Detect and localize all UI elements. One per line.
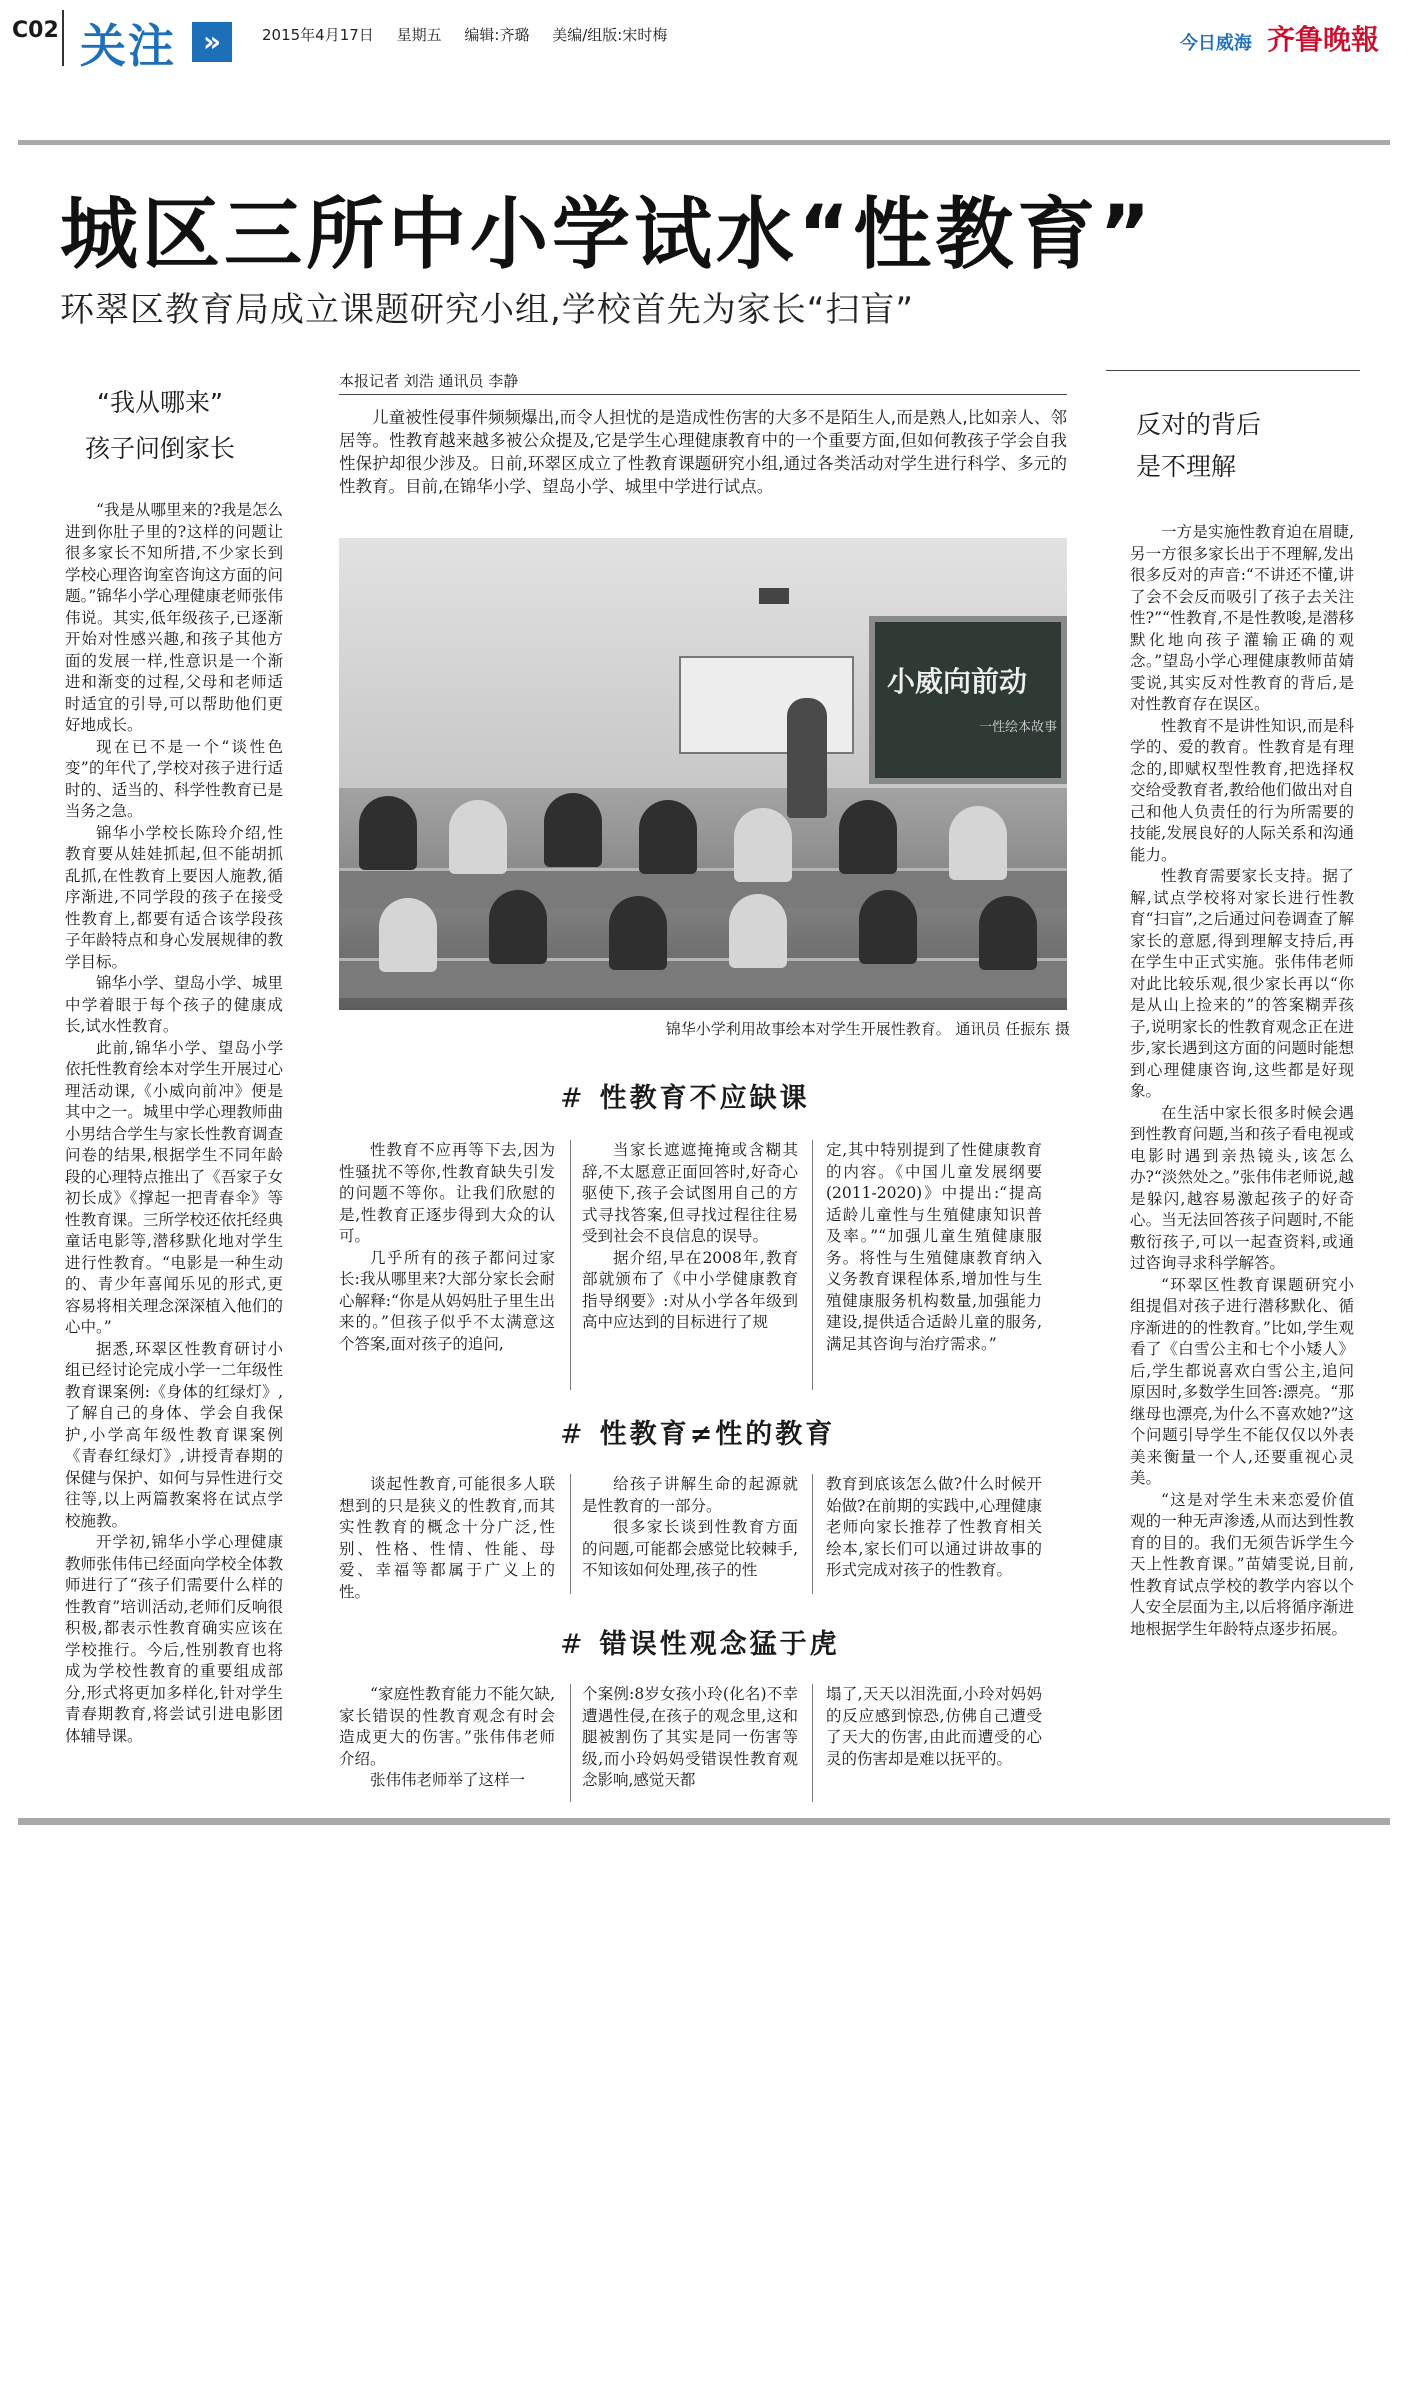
section-3-col-1 xyxy=(339,1684,555,1792)
paragraph: “家庭性教育能力不能欠缺,家长错误的性教育观念有时会造成更大的伤害。”张伟伟老师介绍。 xyxy=(339,1685,555,1768)
section-1-col-2 xyxy=(582,1140,798,1334)
hash-icon: # xyxy=(560,1083,586,1114)
right-column-rule xyxy=(1106,370,1360,371)
newspaper-brand xyxy=(1180,18,1379,58)
photo-student xyxy=(979,896,1037,970)
byline-rule xyxy=(339,394,1067,395)
hash-icon: # xyxy=(560,1419,586,1450)
issue-meta xyxy=(262,24,685,45)
classroom-photo xyxy=(339,538,1067,1010)
right-heading-line1: 反对的背后 xyxy=(1136,410,1262,439)
left-heading-line2: 孩子问倒家长 xyxy=(84,434,235,463)
section-heading-3 xyxy=(560,1622,840,1661)
byline: 本报记者 刘浩 通讯员 李静 xyxy=(339,372,519,390)
subheadline: 环翠区教育局成立课题研究小组,学校首先为家长“扫盲” xyxy=(60,290,915,330)
column-rule xyxy=(570,1140,571,1390)
photo-student xyxy=(609,896,667,970)
paragraph: 给孩子讲解生命的起源就是性教育的一部分。 xyxy=(582,1475,798,1515)
column-rule xyxy=(812,1140,813,1390)
section-3-col-3 xyxy=(826,1684,1042,1770)
paragraph: 现在已不是一个“谈性色变”的年代了,学校对孩子进行适时的、适当的、科学性教育已是当务之急。 xyxy=(65,737,283,820)
paragraph: 几乎所有的孩子都问过家长:我从哪里来?大部分家长会耐心解释:“你是从妈妈肚子里生出来的。”但孩子似乎不太满意这个答案,面对孩子的追问, xyxy=(339,1248,555,1353)
photo-teacher xyxy=(787,698,827,818)
column-rule xyxy=(570,1684,571,1802)
section-heading-2-text: 性教育≠性的教育 xyxy=(599,1419,836,1450)
section-1-col-1 xyxy=(339,1140,555,1355)
left-heading-line1: “我从哪来” xyxy=(97,388,223,417)
paragraph: 锦华小学、望岛小学、城里中学着眼于每个孩子的健康成长,试水性教育。 xyxy=(65,974,283,1035)
header-divider xyxy=(62,10,64,66)
photo-desk-row xyxy=(339,958,1067,998)
section-heading-1-text: 性教育不应缺课 xyxy=(599,1083,810,1114)
section-1-col-3 xyxy=(826,1140,1042,1355)
photo-student xyxy=(839,800,897,874)
photo-student xyxy=(859,890,917,964)
column-rule xyxy=(570,1474,571,1594)
section-arrow-icon: » xyxy=(192,22,232,62)
section-title: 关注 xyxy=(80,19,176,73)
paragraph: 张伟伟老师举了这样一 xyxy=(370,1771,526,1789)
blackboard-subtitle: 一性绘本故事 xyxy=(979,720,1058,735)
page-header xyxy=(0,0,1409,100)
right-heading xyxy=(1136,404,1261,488)
hash-icon: # xyxy=(560,1629,586,1660)
right-column-body xyxy=(1130,522,1354,1640)
blackboard-title: 小威向前动 xyxy=(887,665,1028,698)
section-heading-1 xyxy=(560,1076,810,1115)
section-2-col-2 xyxy=(582,1474,798,1582)
paragraph: 性教育需要家长支持。据了解,试点学校将对家长进行性教育“扫盲”,之后通过问卷调查了解家长的意愿,得到理解支持后,再在学生中正式实施。张伟伟老师对此比较乐观,很少家长再以“你是从山上捡来的”的答案糊弄孩子,说明家长的性教育观念正在进步,家长遇到这方面的问题时能想到心理健康咨询,这些都是好现象。 xyxy=(1130,867,1354,1100)
paragraph: “这是对学生未来恋爱价值观的一种无声渗透,从而达到性教育的目的。我们无须告诉学生今天上性教育课。”苗婧雯说,目前,性教育试点学校的教学内容以个人安全层面为主,以后将循序渐进地根据学生年龄特点逐步拓展。 xyxy=(1130,1490,1354,1638)
photo-student xyxy=(489,890,547,964)
photo-student xyxy=(639,800,697,874)
paragraph: 据介绍,早在2008年,教育部就颁布了《中小学健康教育指导纲要》:对从小学各年级到高中应达到的目标进行了规 xyxy=(582,1248,798,1331)
photo-student xyxy=(734,808,792,882)
paragraph: 谈起性教育,可能很多人联想到的只是狭义的性教育,而其实性教育的概念十分广泛,性别、性格、性情、性能、母爱、幸福等都属于广义上的性。 xyxy=(339,1475,555,1601)
paragraph: 很多家长谈到性教育方面的问题,可能都会感觉比较棘手,不知该如何处理,孩子的性 xyxy=(582,1518,798,1579)
paragraph: 性教育不应再等下去,因为性骚扰不等你,性教育缺失引发的问题不等你。让我们欣慰的是,性教育正逐步得到大众的认可。 xyxy=(339,1141,555,1245)
photo-caption: 锦华小学利用故事绘本对学生开展性教育。 通讯员 任振东 摄 xyxy=(665,1020,1070,1038)
section-2-col-1 xyxy=(339,1474,555,1603)
lead-paragraph: 儿童被性侵事件频频爆出,而令人担忧的是造成性伤害的大多不是陌生人,而是熟人,比如亲人、邻居等。性教育越来越多被公众提及,它是学生心理健康教育中的一个重要方面,但如何教孩子学会自我性保护却很少涉及。日前,环翠区成立了性教育课题研究小组,通过各类活动对学生进行科学、多元的性教育。目前,在锦华小学、望岛小学、城里中学进行试点。 xyxy=(339,408,1067,496)
left-column-body xyxy=(65,500,283,1747)
section-2-col-3 xyxy=(826,1474,1042,1582)
photo-screen xyxy=(679,656,854,754)
paragraph: 个案例:8岁女孩小玲(化名)不幸遭遇性侵,在孩子的观念里,这和腿被割伤了其实是同一伤害等级,而小玲妈妈受错误性教育观念影响,感觉天都 xyxy=(582,1685,798,1789)
paragraph: 塌了,天天以泪洗面,小玲对妈妈的反应感到惊恐,仿佛自己遭受了天大的伤害,由此而遭受的心灵的伤害却是难以抚平的。 xyxy=(826,1685,1042,1768)
paragraph: 定,其中特别提到了性健康教育的内容。《中国儿童发展纲要(2011-2020)》中提出:“提高适龄儿童性与生殖健康知识普及率。”“加强儿童生殖健康服务。将性与生殖健康教育纳入义务教育课程体系,增加性与生殖健康服务机构数量,加强能力建设,提供适合适龄儿童的服务,满足其咨询与治疗需求。” xyxy=(826,1141,1042,1353)
brand-edition: 今日威海 xyxy=(1179,33,1252,54)
right-heading-line2: 是不理解 xyxy=(1136,452,1237,481)
paragraph: 据悉,环翠区性教育研讨小组已经讨论完成小学一二年级性教育课案例:《身体的红绿灯》,了解自己的身体、学会自我保护,小学高年级性教育课案例《青春红绿灯》,讲授青春期的保健与保护、如何与异性进行交往等,以上两篇教案将在试点学校施教。 xyxy=(65,1339,283,1530)
paragraph: 开学初,锦华小学心理健康教师张伟伟已经面向学校全体教师进行了“孩子们需要什么样的性教育”培训活动,老师们反响很积极,都表示性教育确实应该在学校推行。今后,性别教育也将成为学校性教育的重要组成部分,形式将更加多样化,针对学生青春期教育,将尝试引进电影团体辅导课。 xyxy=(65,1533,283,1745)
column-rule xyxy=(812,1474,813,1594)
column-rule xyxy=(812,1684,813,1802)
headline: 城区三所中小学试水“性教育” xyxy=(60,190,1155,280)
paragraph: “环翠区性教育课题研究小组提倡对孩子进行潜移默化、循序渐进的的性教育。”比如,学生观看了《白雪公主和七个小矮人》后,学生都说喜欢白雪公主,追问原因时,多数学生回答:漂亮。“那继母也漂亮,为什么不喜欢她?”这个问题引导学生不能仅仅以外表美来衡量一个人,还要重视心灵美。 xyxy=(1130,1275,1354,1487)
page-number: C02 xyxy=(12,18,59,43)
footer-rule xyxy=(18,1818,1390,1825)
photo-student xyxy=(359,796,417,870)
photo-blackboard xyxy=(869,616,1067,784)
paragraph: 锦华小学校长陈玲介绍,性教育要从娃娃抓起,但不能胡抓乱抓,在性教育上要因人施教,循序渐进,不同学段的孩子在接受性教育上,都要有适合该学段孩子年龄特点和身心发展规律的教学目标。 xyxy=(65,823,283,971)
photo-student xyxy=(449,800,507,874)
photo-student xyxy=(379,898,437,972)
section-heading-3-text: 错误性观念猛于虎 xyxy=(599,1629,840,1660)
brand-logo: 齐鲁晚報 xyxy=(1266,23,1379,56)
paragraph: 在生活中家长很多时候会遇到性教育问题,当和孩子看电视或电影时遇到亲热镜头,该怎么办?“淡然处之。”张伟伟老师说,越是躲闪,越容易激起孩子的好奇心。当无法回答孩子问题时,不能敷衍孩子,可以一起查资料,或通过咨询寻求科学解答。 xyxy=(1130,1103,1354,1272)
section-3-col-2 xyxy=(582,1684,798,1792)
issue-weekday: 星期五 xyxy=(396,26,442,44)
issue-date: 2015年4月17日 xyxy=(262,26,374,44)
editor-credit: 编辑:齐璐 xyxy=(464,26,530,44)
paragraph: 性教育不是讲性知识,而是科学的、爱的教育。性教育是有理念的,即赋权型性教育,把选择权交给受教育者,教给他们做出对自己和他人负责任的行为所需要的技能,发展良好的人际关系和沟通能力。 xyxy=(1130,716,1354,864)
photo-projector xyxy=(759,588,789,604)
photo-student xyxy=(729,894,787,968)
photo-student xyxy=(544,793,602,867)
header-rule xyxy=(18,140,1390,145)
photo-student xyxy=(949,806,1007,880)
designer-credit: 美编/组版:宋时梅 xyxy=(552,26,668,44)
paragraph: “我是从哪里来的?我是怎么进到你肚子里的?这样的问题让很多家长不知所措,不少家长到学校心理咨询室咨询这方面的问题。”锦华小学心理健康老师张伟伟说。其实,低年级孩子,已逐渐开始对性感兴趣,和孩子其他方面的发展一样,性意识是一个渐进和渐变的过程,父母和老师适时适宜的引导,可以帮助他们更好地成长。 xyxy=(65,501,283,734)
paragraph: 一方是实施性教育迫在眉睫,另一方很多家长出于不理解,发出很多反对的声音:“不讲还不懂,讲了会不会反而吸引了孩子去关注性?”“性教育,不是性教唆,是潜移默化地向孩子灌输正确的观念。”望岛小学心理健康教师苗婧雯说,其实反对性教育的背后,是对性教育存在误区。 xyxy=(1130,523,1354,713)
paragraph: 教育到底该怎么做?什么时候开始做?在前期的实践中,心理健康老师向家长推荐了性教育相关绘本,家长们可以通过讲故事的形式完成对孩子的性教育。 xyxy=(826,1475,1042,1579)
paragraph: 当家长遮遮掩掩或含糊其辞,不太愿意正面回答时,好奇心驱使下,孩子会试图用自己的方式寻找答案,但寻找过程往往易受到社会不良信息的误导。 xyxy=(582,1141,798,1245)
section-heading-2 xyxy=(560,1412,835,1451)
paragraph: 此前,锦华小学、望岛小学依托性教育绘本对学生开展过心理活动课,《小威向前冲》便是其中之一。城里中学心理教师曲小男结合学生与家长性教育调查问卷的结果,根据学生不同年龄段的心理特点推出了《吾家子女初长成》《撑起一把青春伞》等性教育课。三所学校还依托经典童话电影等,潜移默化地对学生进行性教育。“电影是一种生动的、青少年喜闻乐见的形式,更容易将相关理念深深植入他们的心中。” xyxy=(65,1038,283,1336)
